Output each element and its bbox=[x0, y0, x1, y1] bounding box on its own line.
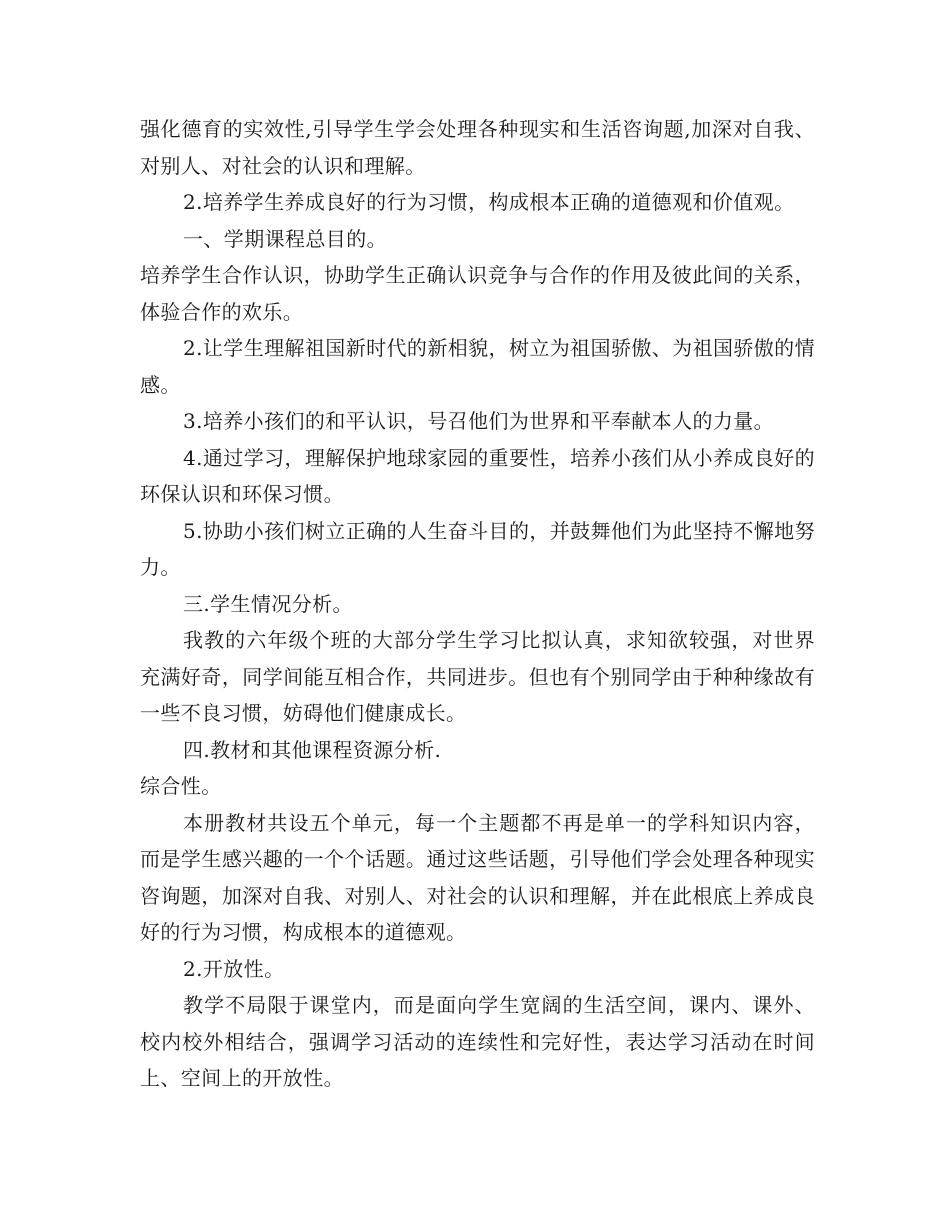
paragraph-6: 3.培养小孩们的和平认识，号召他们为世界和平奉献本人的力量。 bbox=[183, 409, 775, 433]
paragraph-5: 2.让学生理解祖国新时代的新相貌，树立为祖国骄傲、为祖国骄傲的情感。 bbox=[140, 336, 815, 397]
subheading-openness: 2.开放性。 bbox=[183, 956, 285, 981]
section-heading-goals: 一、学期课程总目的。 bbox=[183, 226, 387, 251]
paragraph-7: 4.通过学习，理解保护地球家园的重要性，培养小孩们从小养成良好的环保认识和环保习惯。 bbox=[140, 445, 815, 506]
paragraph-2: 2.培养学生养成良好的行为习惯，构成根本正确的道德观和价值观。 bbox=[183, 190, 795, 214]
paragraph-15: 教学不局限于课堂内，而是面向学生宽阔的生活空间，课内、课外、校内校外相结合，强调学习活动的连续性和完好性，表达学习活动在时间上、空间上的开放性。 bbox=[140, 993, 815, 1090]
paragraph-13: 本册教材共设五个单元，每一个主题都不再是单一的学科知识内容，而是学生感兴趣的一个个话题。通过这些话题，引导他们学会处理各种现实咨询题，加深对自我、对别人、对社会的认识和理解，并在此根底上养成良好的行为习惯，构成根本的道德观。 bbox=[140, 810, 815, 944]
section-heading-materials: 四.教材和其他课程资源分析. bbox=[183, 737, 442, 762]
paragraph-4: 培养学生合作认识，协助学生正确认识竞争与合作的作用及彼此间的关系，体验合作的欢乐。 bbox=[140, 263, 815, 324]
document-page bbox=[140, 111, 815, 1097]
paragraph-8: 5.协助小孩们树立正确的人生奋斗目的，并鼓舞他们为此坚持不懈地努力。 bbox=[140, 518, 815, 579]
section-heading-students: 三.学生情况分析。 bbox=[183, 591, 353, 616]
subheading-comprehensive: 综合性。 bbox=[140, 774, 222, 798]
paragraph-10: 我教的六年级个班的大部分学生学习比拟认真，求知欲较强，对世界充满好奇，同学间能互相合作，共同进步。但也有个别同学由于种种缘故有一些不良习惯，妨碍他们健康成长。 bbox=[140, 628, 815, 725]
paragraph-1: 强化德育的实效性,引导学生学会处理各种现实和生活咨询题,加深对自我、对别人、对社会的认识和理解。 bbox=[140, 117, 815, 178]
